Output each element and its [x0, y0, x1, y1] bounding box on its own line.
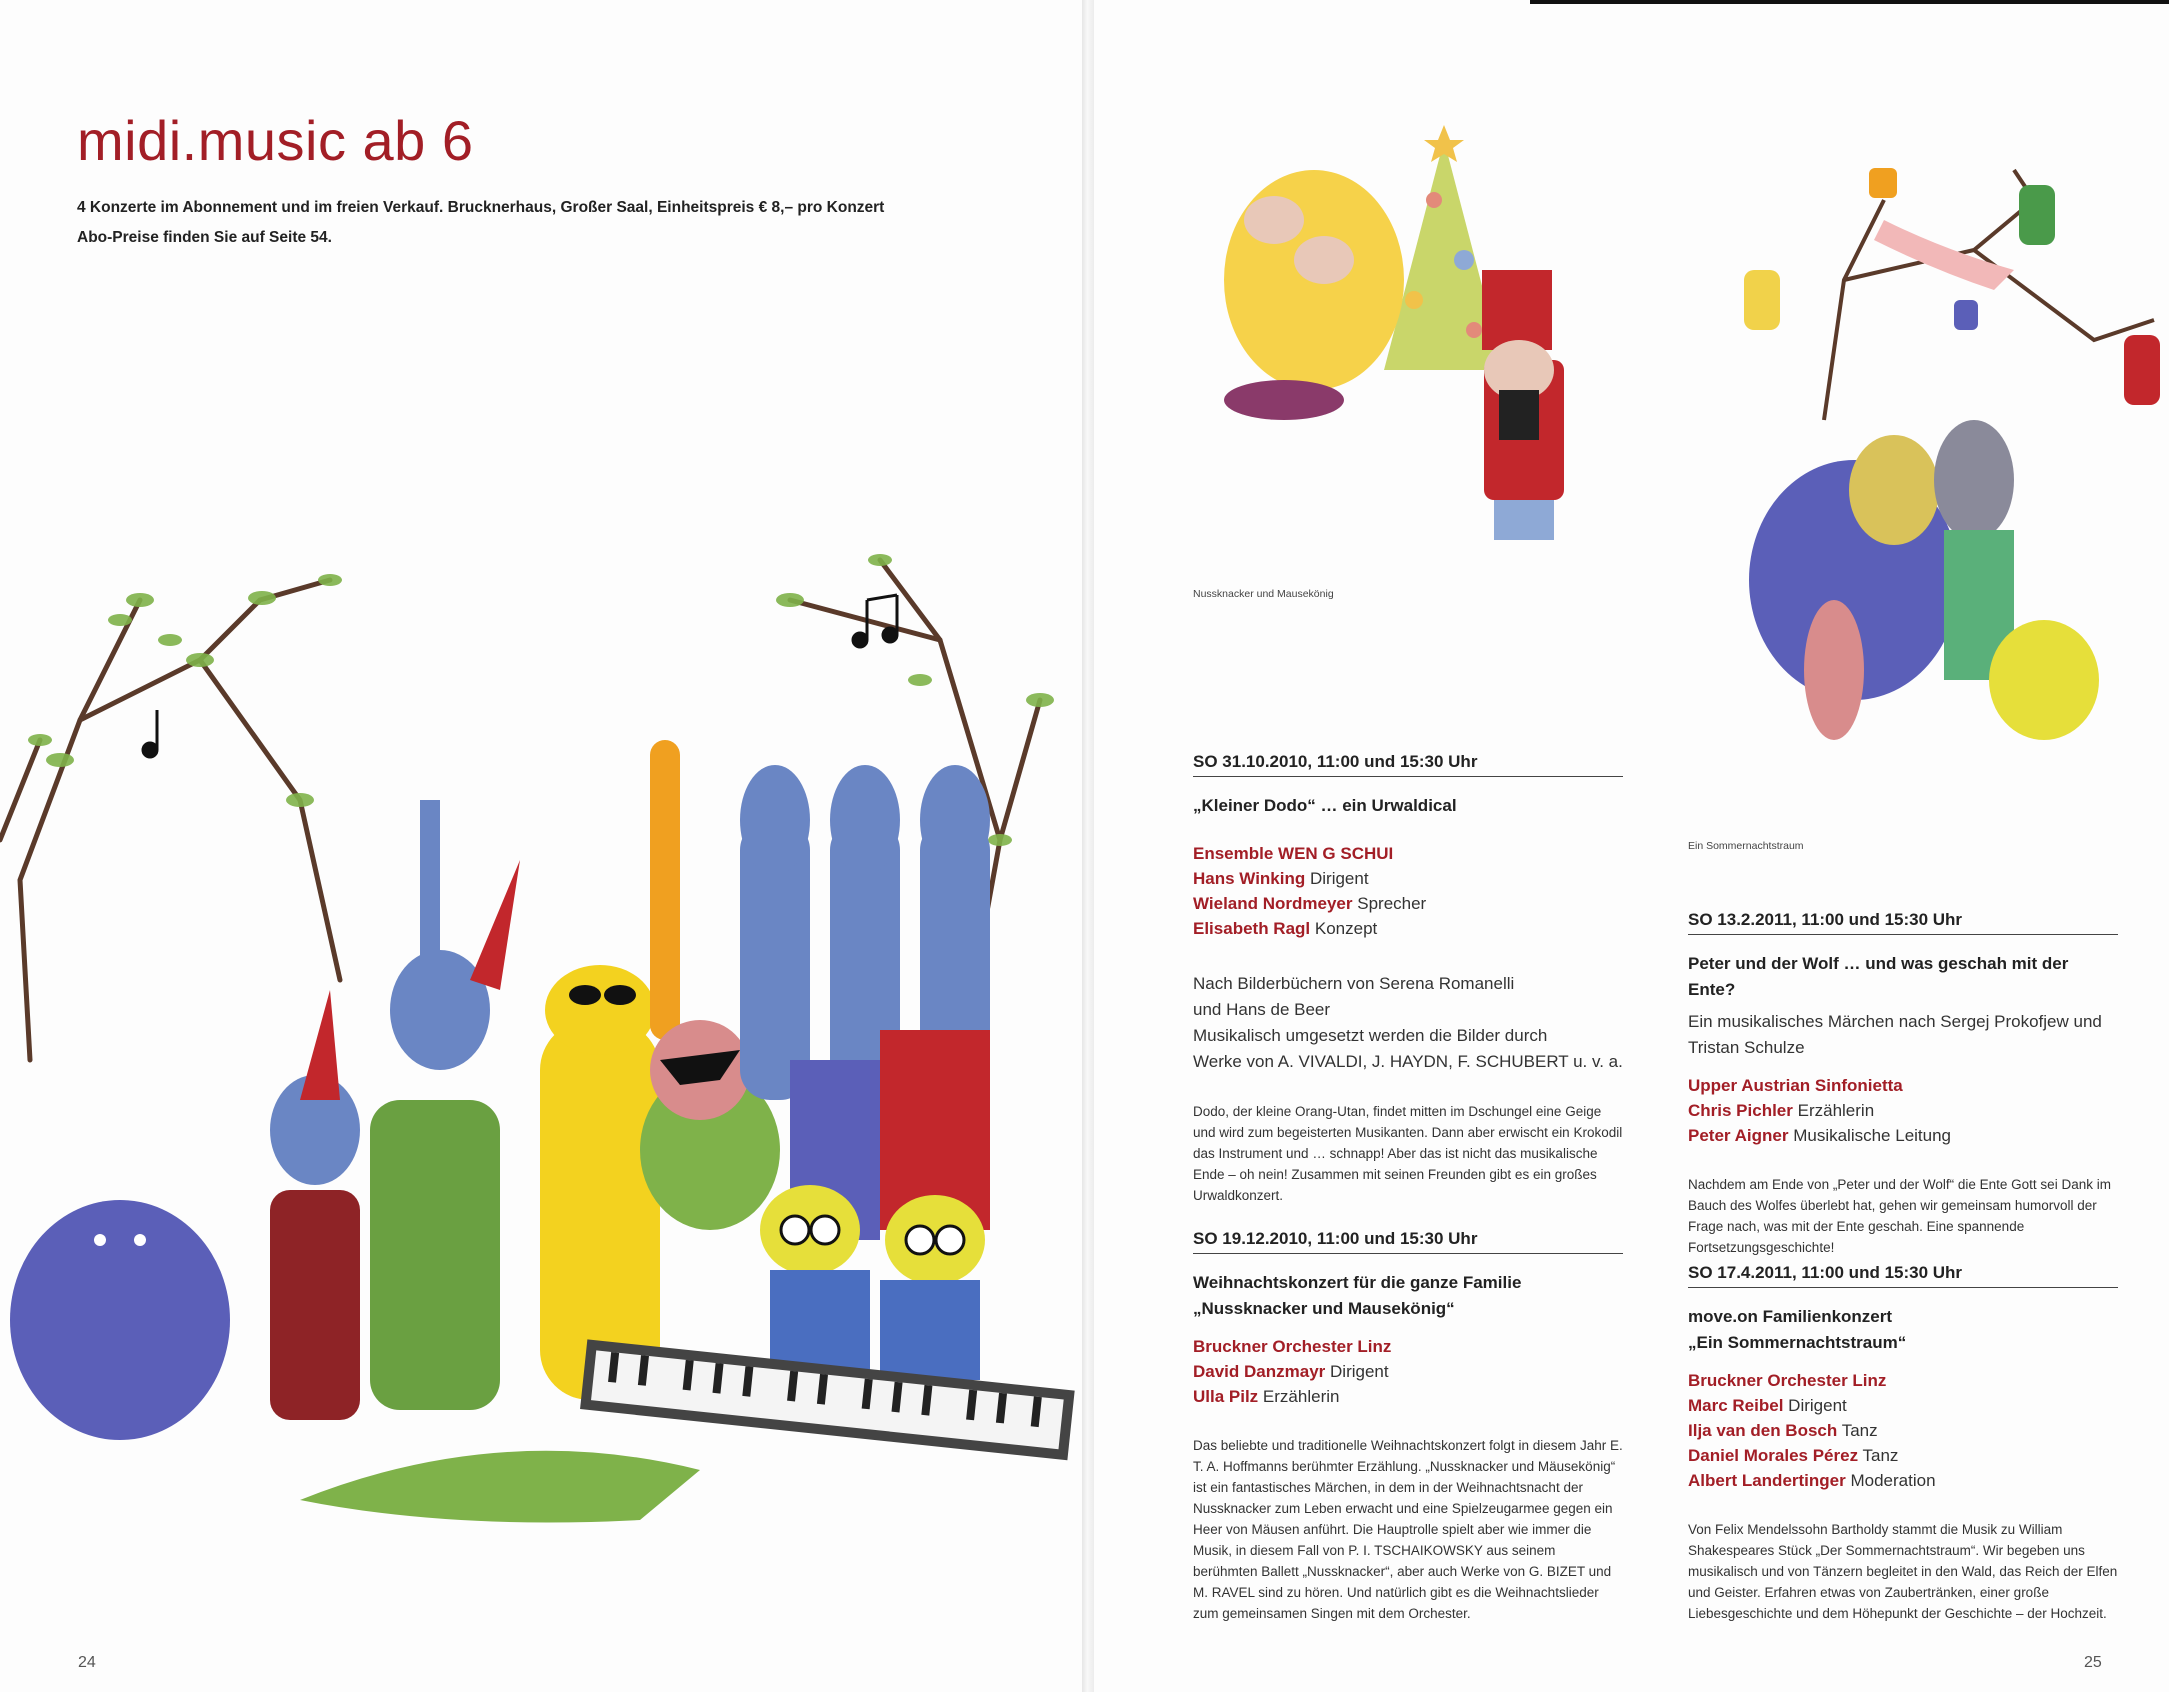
performer: Ilja van den Bosch Tanz [1688, 1421, 1878, 1440]
performer: Hans Winking Dirigent [1193, 869, 1369, 888]
event-date: SO 13.2.2011, 11:00 und 15:30 Uhr [1688, 910, 2118, 935]
performer-list [1688, 1073, 2118, 1148]
sommernachtstraum-illustration [1714, 160, 2164, 820]
performer: Albert Landertinger Moderation [1688, 1471, 1936, 1490]
event-nussknacker [1193, 1229, 1623, 1624]
event-title [1688, 1304, 2118, 1356]
performer: Bruckner Orchester Linz [1688, 1371, 1887, 1390]
performer: David Danzmayr Dirigent [1193, 1362, 1389, 1381]
intro-line: Abo-Preise finden Sie auf Seite 54. [77, 229, 332, 246]
subtitle-line: Ein musikalisches Märchen nach Sergej Prokofjew und [1688, 1012, 2102, 1031]
title-line: move.on Familienkonzert [1688, 1307, 1893, 1326]
intro-text [77, 193, 884, 253]
description-line: und Hans de Beer [1193, 1000, 1331, 1019]
event-subtitle [1688, 1009, 2118, 1061]
performer-list [1193, 841, 1623, 941]
title-line: Weihnachtskonzert für die ganze Familie [1193, 1273, 1522, 1292]
performer: Bruckner Orchester Linz [1193, 1337, 1392, 1356]
performer: Marc Reibel Dirigent [1688, 1396, 1847, 1415]
page-title: midi.music ab 6 [77, 109, 474, 172]
page-number: 24 [78, 1654, 96, 1671]
top-rule [1530, 0, 2169, 4]
page-gutter [1082, 0, 1094, 1692]
event-body: Von Felix Mendelssohn Bartholdy stammt die Musik zu William Shakespeares Stück „Der Sommernachtstraum“. Wir begeben uns musikalisch und von Tänzern begleitet in den Wald, das Reich der Elfen und Geister. Erfahren etwas von Zaubertränken, einer große Liebesgeschichte und dem Höhepunkt der Geschichte – der Hochzeit. [1688, 1522, 2118, 1621]
left-page [0, 0, 1082, 1692]
performer: Peter Aigner Musikalische Leitung [1688, 1126, 1952, 1145]
title-line: „Ein Sommernachtstraum“ [1688, 1333, 1907, 1352]
description-line: Musikalisch umgesetzt werden die Bilder durch [1193, 1026, 1548, 1045]
nussknacker-illustration [1164, 120, 1714, 570]
performer: Ensemble WEN G SCHUI [1193, 844, 1394, 863]
subtitle-line: Tristan Schulze [1688, 1038, 1805, 1057]
event-date: SO 17.4.2011, 11:00 und 15:30 Uhr [1688, 1263, 2118, 1288]
performer: Upper Austrian Sinfonietta [1688, 1076, 1903, 1095]
event-body: Dodo, der kleine Orang-Utan, findet mitten im Dschungel eine Geige und wird zum begeisterten Musikanten. Dann aber erwischt ein Krokodil das Instrument und … schnapp! Aber das ist nicht das musikalische Ende – oh nein! Zusammen mit seinen Freunden gibt es ein großes Urwaldkonzert. [1193, 1104, 1623, 1203]
event-date: SO 31.10.2010, 11:00 und 15:30 Uhr [1193, 752, 1623, 777]
description-line: Werke von A. VIVALDI, J. HAYDN, F. SCHUBERT u. v. a. [1193, 1052, 1623, 1071]
performer: Chris Pichler Erzählerin [1688, 1101, 1875, 1120]
event-title: „Kleiner Dodo“ … ein Urwaldical [1193, 796, 1457, 815]
performer: Ulla Pilz Erzählerin [1193, 1387, 1340, 1406]
event-description [1193, 971, 1623, 1075]
right-page [1094, 0, 2169, 1692]
event-body: Nachdem am Ende von „Peter und der Wolf“ die Ente Gott sei Dank im Bauch des Wolfes überlebt hat, gehen wir gemeinsam humorvoll der Frage nach, was mit der Ente geschah. Eine spannende Fortsetzungsgeschichte! [1688, 1177, 2111, 1255]
intro-line: 4 Konzerte im Abonnement und im freien Verkauf. Brucknerhaus, Großer Saal, Einheitspreis € 8,– pro Konzert [77, 199, 885, 216]
performer: Elisabeth Ragl Konzept [1193, 919, 1378, 938]
caption-sommernachtstraum: Ein Sommernachtstraum [1688, 840, 1804, 852]
event-date: SO 19.12.2010, 11:00 und 15:30 Uhr [1193, 1229, 1623, 1254]
performer: Daniel Morales Pérez Tanz [1688, 1446, 1899, 1465]
title-line: „Nussknacker und Mausekönig“ [1193, 1299, 1455, 1318]
event-kleiner-dodo [1193, 752, 1623, 1206]
event-body: Das beliebte und traditionelle Weihnachtskonzert folgt in diesem Jahr E. T. A. Hoffmanns berühmter Erzählung. „Nussknacker und Mäusekönig“ ist ein fantastisches Märchen, in dem in der Weihnachtsnacht der Nussknacker zum Leben erwacht und eine Spielzeugarmee gegen ein Heer von Mäusen anführt. Die Hauptrolle spielt aber wie immer die Musik, in diesem Fall von P. I. TSCHAIKOWSKY aus seinem berühmten Ballett „Nussknacker“, aber auch Werke von G. BIZET und M. RAVEL sind zu hören. Und natürlich gibt es die Weihnachtslieder zum gemeinsamen Singen mit dem Orchester. [1193, 1438, 1623, 1621]
event-title: Peter und der Wolf … und was geschah mit der Ente? [1688, 954, 2069, 999]
description-line: Nach Bilderbüchern von Serena Romanelli [1193, 974, 1515, 993]
event-peter-und-der-wolf [1688, 910, 2118, 1258]
performer-list [1193, 1334, 1623, 1409]
monster-band-illustration [0, 540, 1082, 1540]
page-number: 25 [2084, 1654, 2102, 1671]
event-title [1193, 1270, 1623, 1322]
event-sommernachtstraum [1688, 1263, 2118, 1624]
performer: Wieland Nordmeyer Sprecher [1193, 894, 1427, 913]
performer-list [1688, 1368, 2118, 1493]
caption-nussknacker: Nussknacker und Mausekönig [1193, 588, 1334, 600]
